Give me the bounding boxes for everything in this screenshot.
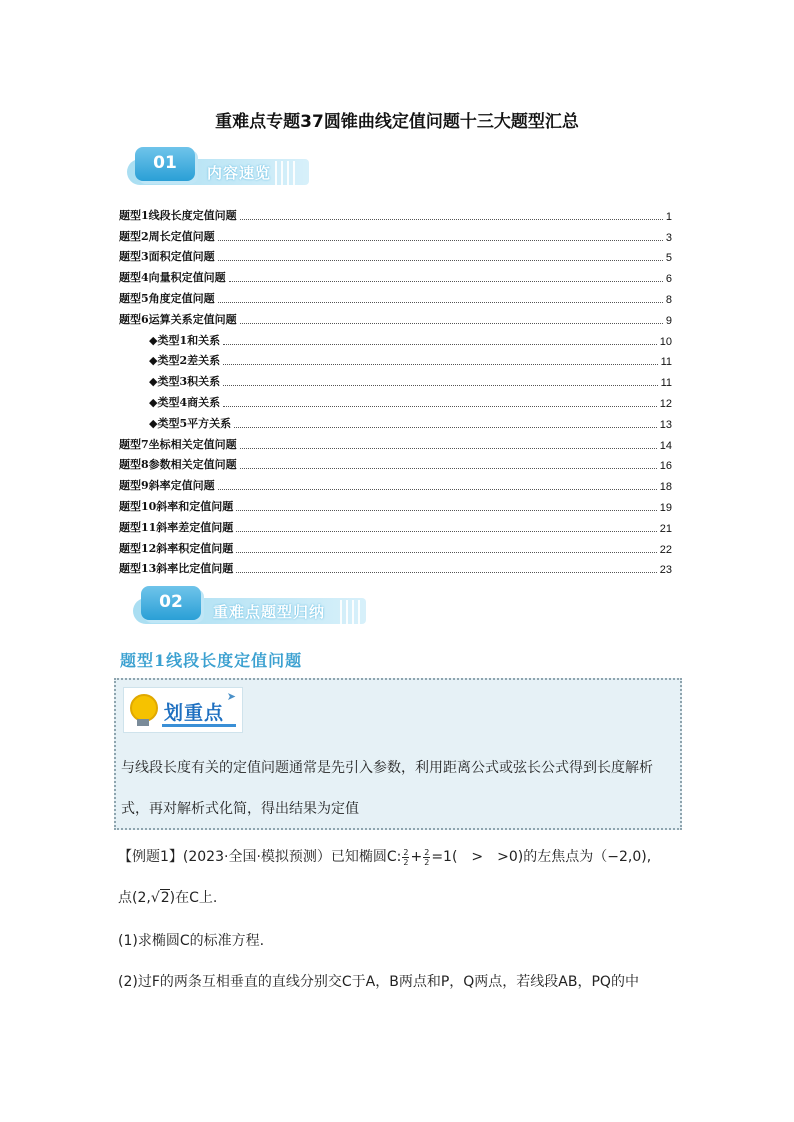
toc-entry-page: 6 — [665, 273, 672, 286]
dot-leader — [218, 302, 663, 303]
toc-entry-page: 3 — [665, 231, 672, 244]
banner-label: 重难点题型归纳 — [213, 603, 326, 621]
toc-entry-page: 19 — [659, 501, 672, 514]
toc-entry[interactable] — [119, 493, 672, 514]
toc-entry[interactable] — [119, 514, 672, 535]
toc-entry-page: 8 — [665, 293, 672, 306]
section-banner-overview — [127, 147, 309, 185]
toc-entry-page: 18 — [659, 481, 672, 494]
dot-leader — [218, 489, 657, 490]
toc-entry-title: ◆类型2差关系 — [149, 354, 221, 368]
toc-entry-title: 题型6运算关系定值问题 — [119, 312, 237, 326]
dot-leader — [223, 406, 657, 407]
dot-leader — [234, 427, 657, 428]
toc-entry-title: 题型10斜率和定值问题 — [119, 499, 234, 513]
key-point-text: 与线段长度有关的定值问题通常是先引入参数，利用距离公式或弦长公式得到长度解析式，再对解析式化简，得出结果为定值 — [121, 760, 653, 817]
banner-number: 01 — [135, 147, 195, 181]
toc-entry-title: 题型13斜率比定值问题 — [119, 562, 234, 576]
dot-leader — [240, 323, 663, 324]
dot-leader — [223, 385, 657, 386]
toc-entry-title: 题型12斜率积定值问题 — [119, 541, 234, 555]
toc-entry-page: 5 — [665, 252, 672, 265]
toc-entry-title: 题型11斜率差定值问题 — [119, 520, 234, 534]
dot-leader — [229, 281, 663, 282]
toc-entry[interactable] — [119, 368, 672, 389]
toc-entry[interactable] — [119, 327, 672, 348]
banner-stripes — [340, 600, 362, 624]
toc-entry[interactable] — [119, 306, 672, 327]
toc-entry[interactable] — [119, 431, 672, 452]
toc-entry-title: 题型3面积定值问题 — [119, 250, 215, 264]
toc-entry-page: 10 — [659, 335, 672, 348]
toc-entry[interactable] — [119, 410, 672, 431]
dot-leader — [223, 344, 657, 345]
toc-entry-page: 16 — [659, 460, 672, 473]
toc-entry[interactable] — [119, 556, 672, 577]
dot-leader — [236, 552, 656, 553]
toc-entry[interactable] — [119, 535, 672, 556]
toc-entry[interactable] — [119, 223, 672, 244]
toc-entry-page: 13 — [659, 418, 672, 431]
toc-entry[interactable] — [119, 452, 672, 473]
toc-entry-title: ◆类型1和关系 — [149, 333, 221, 347]
example-question-2: (2)过F的两条互相垂直的直线分别交C于A，B两点和P，Q两点，若线段AB，PQ的中 — [118, 974, 639, 990]
banner-label: 内容速览 — [207, 164, 272, 182]
badge-label: 划重点 — [164, 702, 225, 724]
example-line-2: 点(2,√2)在C上. — [118, 890, 218, 906]
fraction: $\frac{2}{2}$ — [403, 847, 409, 867]
dot-leader — [218, 260, 663, 261]
toc-entry-title: ◆类型5平方关系 — [149, 416, 232, 430]
page-title: 重难点专题37圆锥曲线定值问题十三大题型汇总 — [215, 112, 579, 132]
dot-leader — [236, 572, 656, 573]
toc-entry[interactable] — [119, 348, 672, 369]
toc-entry[interactable] — [119, 389, 672, 410]
dot-leader — [223, 364, 657, 365]
toc-entry-page: 23 — [659, 564, 672, 577]
toc-entry[interactable] — [119, 202, 672, 223]
paper-plane-icon: ➤ — [226, 690, 236, 703]
toc-entry-page: 22 — [659, 543, 672, 556]
toc-entry-page: 9 — [665, 314, 672, 327]
section-heading: 题型1线段长度定值问题 — [120, 651, 303, 670]
toc-entry-title: 题型1线段长度定值问题 — [119, 208, 237, 222]
toc-entry[interactable] — [119, 244, 672, 265]
key-point-box — [114, 678, 682, 830]
toc-entry-page: 1 — [665, 210, 672, 223]
toc-entry-page: 12 — [659, 397, 672, 410]
dot-leader — [240, 219, 663, 220]
toc-entry[interactable] — [119, 472, 672, 493]
key-point-badge — [123, 687, 243, 733]
toc-entry-title: ◆类型3积关系 — [149, 375, 221, 389]
dot-leader — [240, 468, 657, 469]
toc-entry-title: 题型5角度定值问题 — [119, 291, 215, 305]
example-question-1: (1)求椭圆C的标准方程. — [118, 933, 265, 949]
lightbulb-icon — [130, 694, 158, 722]
toc-entry-title: 题型8参数相关定值问题 — [119, 458, 237, 472]
toc-entry-title: ◆类型4商关系 — [149, 395, 221, 409]
section-banner-categories — [133, 586, 366, 624]
toc-entry-page: 14 — [659, 439, 672, 452]
banner-number: 02 — [141, 586, 201, 620]
table-of-contents — [119, 202, 672, 576]
dot-leader — [236, 531, 656, 532]
toc-entry-title: 题型9斜率定值问题 — [119, 479, 215, 493]
banner-stripes — [275, 161, 297, 185]
toc-entry[interactable] — [119, 264, 672, 285]
example-line-1: 【例题1】(2023·全国·模拟预测）已知椭圆C: $\frac{2}{2}$ + $\frac{2}{2}$ =1( > >0)的左焦点为（−2,0), — [118, 847, 652, 867]
toc-entry-title: 题型4向量积定值问题 — [119, 271, 226, 285]
toc-entry-page: 11 — [660, 356, 672, 369]
toc-entry[interactable] — [119, 285, 672, 306]
toc-entry-page: 21 — [659, 522, 672, 535]
toc-entry-title: 题型2周长定值问题 — [119, 229, 215, 243]
toc-entry-title: 题型7坐标相关定值问题 — [119, 437, 237, 451]
dot-leader — [218, 240, 663, 241]
dot-leader — [240, 448, 657, 449]
toc-entry-page: 11 — [660, 377, 672, 390]
fraction: $\frac{2}{2}$ — [424, 847, 430, 867]
dot-leader — [236, 510, 656, 511]
